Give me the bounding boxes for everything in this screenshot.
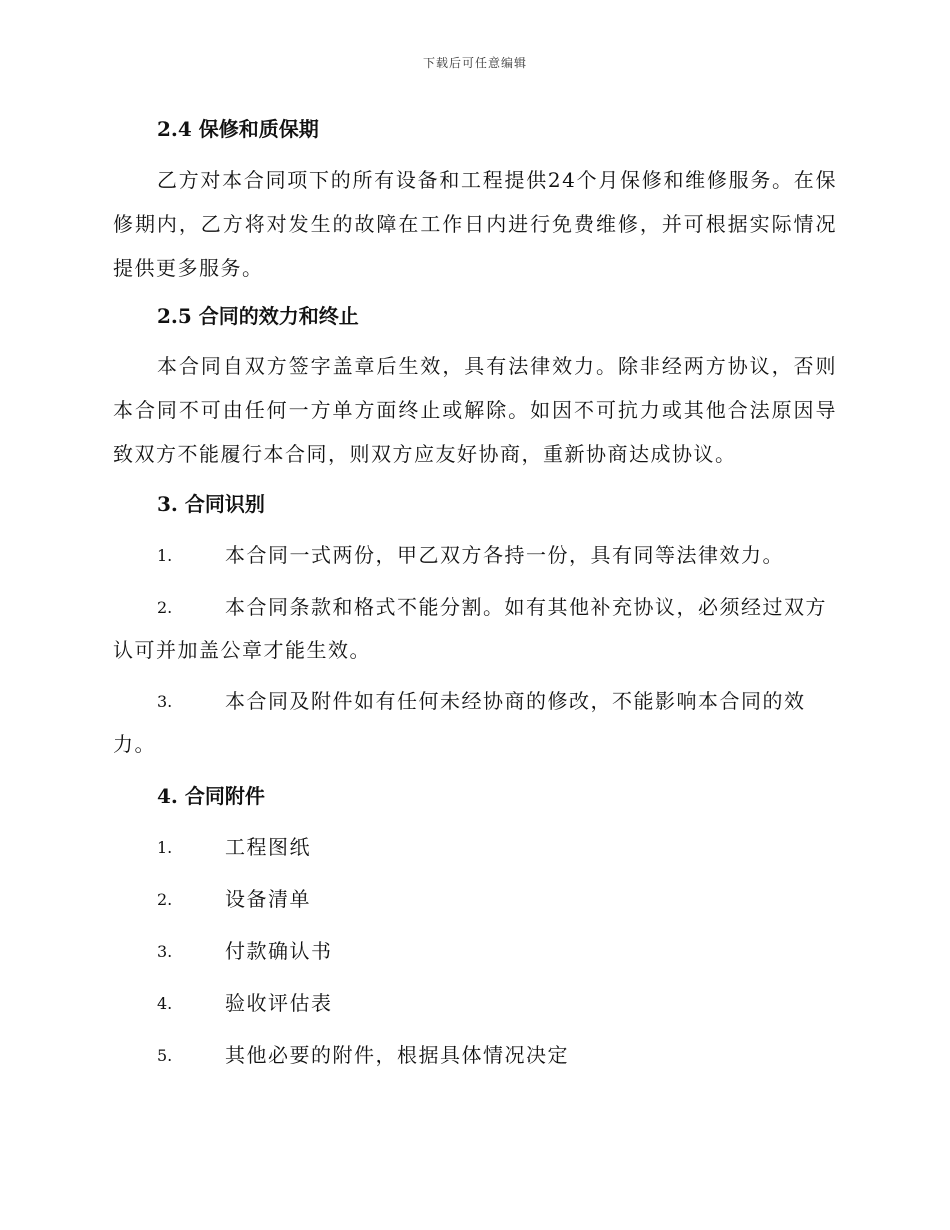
list-item-text: 验收评估表: [225, 991, 333, 1015]
section-heading-4: 4. 合同附件: [157, 784, 265, 808]
list-number: 2.: [157, 890, 173, 909]
list-item-continuation: 认可并加盖公章才能生效。: [113, 638, 371, 662]
page-header: 下载后可任意编辑: [422, 56, 527, 70]
list-number: 4.: [157, 994, 173, 1013]
list-item-text: 本合同及附件如有任何未经协商的修改，不能影响本合同的效: [225, 689, 806, 713]
section-paragraph-2-4: 乙方对本合同项下的所有设备和工程提供24个月保修和维修服务。在保修期内，乙方将对发生的故障在工作日内进行免费维修，并可根据实际情况提供更多服务。: [113, 168, 837, 280]
list-number: 3.: [157, 942, 173, 961]
list-number: 5.: [157, 1046, 173, 1065]
list-item-text: 付款确认书: [225, 939, 333, 963]
list-item-text: 设备清单: [225, 887, 311, 911]
list-number: 1.: [157, 838, 173, 857]
list-number: 1.: [157, 546, 173, 565]
list-item-text: 工程图纸: [225, 835, 311, 859]
list-item-continuation: 力。: [113, 732, 156, 756]
list-number: 3.: [157, 692, 173, 711]
list-item-text: 本合同条款和格式不能分割。如有其他补充协议，必须经过双方: [225, 595, 827, 619]
section-heading-3: 3. 合同识别: [157, 492, 265, 516]
section-paragraph-2-5: 本合同自双方签字盖章后生效，具有法律效力。除非经两方协议，否则本合同不可由任何一方单方面终止或解除。如因不可抗力或其他合法原因导致双方不能履行本合同，则双方应友好协商，重新协商达成协议。: [113, 354, 837, 466]
list-number: 2.: [157, 598, 173, 617]
section-heading-2-5: 2.5 合同的效力和终止: [157, 304, 359, 328]
section-heading-2-4: 2.4 保修和质保期: [157, 117, 319, 141]
list-item-text: 本合同一式两份，甲乙双方各持一份，具有同等法律效力。: [225, 543, 784, 567]
list-item-text: 其他必要的附件，根据具体情况决定: [225, 1043, 569, 1067]
